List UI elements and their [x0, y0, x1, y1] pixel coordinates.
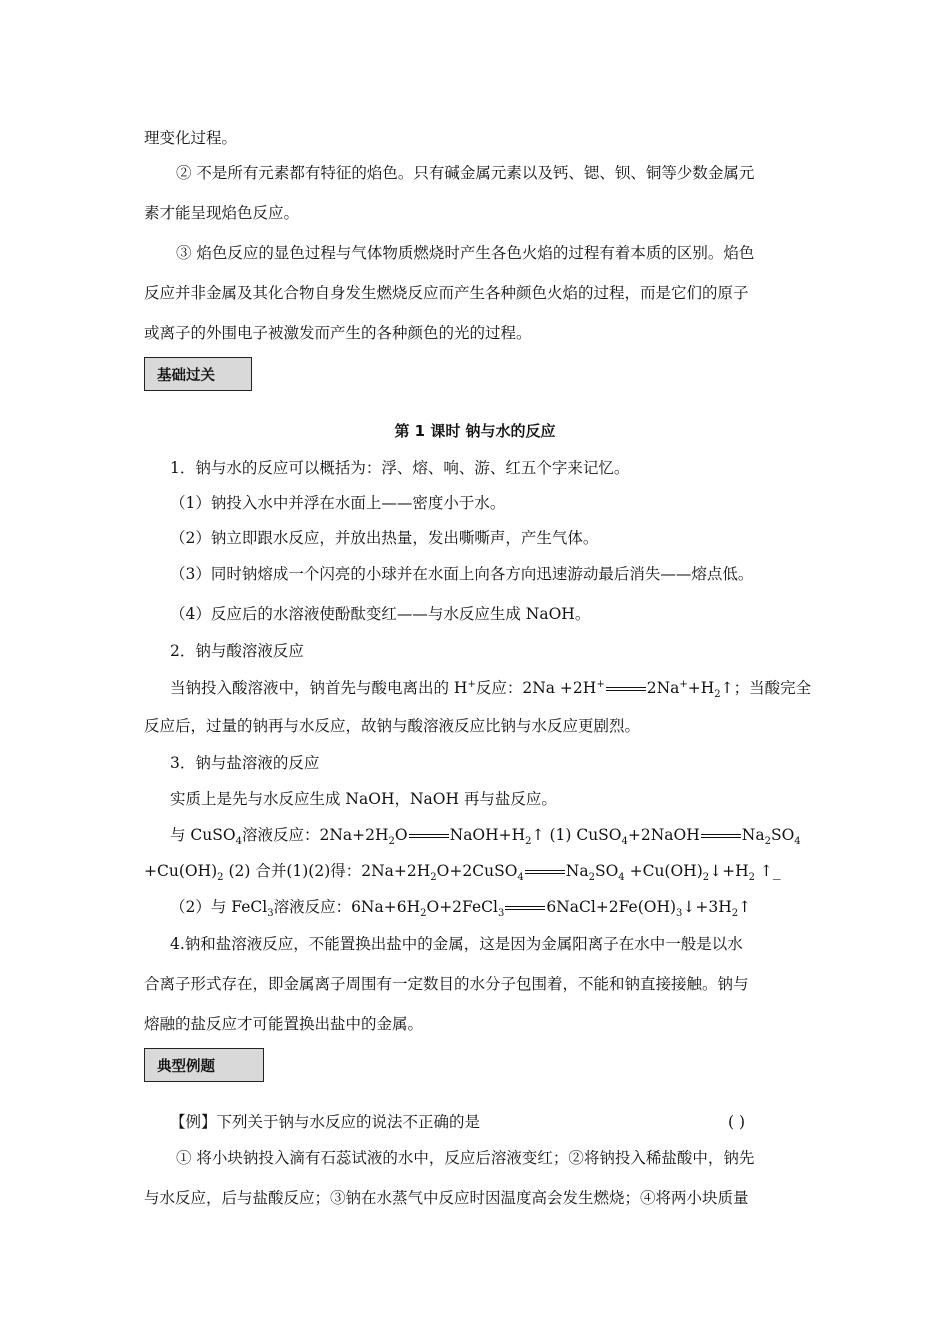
equals-sign: [409, 834, 449, 838]
text-line: 1．钠与水的反应可以概括为：浮、熔、响、游、红五个字来记忆。: [170, 459, 630, 477]
subscript: 4: [618, 872, 625, 884]
text-fragment: 6NaCl+2Fe(OH): [546, 898, 677, 916]
subscript: 2: [588, 872, 595, 884]
subscript: 2: [430, 872, 437, 884]
text-fragment: NaOH+H: [449, 826, 526, 844]
text-fragment: （2）与 FeCl: [170, 898, 268, 916]
equals-sign: [606, 687, 646, 691]
text-fragment: SO: [594, 862, 619, 880]
text-fragment: (2) 合并(1)(2)得：2Na+2H: [223, 862, 431, 880]
text-fragment: 溶液反应：2Na+2H: [241, 826, 389, 844]
text-line: （1）钠投入水中并浮在水面上——密度小于水。: [170, 494, 506, 512]
subscript: 2: [420, 908, 427, 920]
equation-line: [170, 897, 752, 920]
superscript: +: [467, 678, 476, 690]
section-box-basic: [144, 357, 252, 391]
text-line: （2）钠立即跟水反应，并放出热量，发出嘶嘶声，产生气体。: [170, 529, 599, 547]
text-fragment: ↑: [738, 898, 752, 916]
text-line: ② 不是所有元素都有特征的焰色。只有碱金属元素以及钙、锶、钡、铜等少数金属元: [176, 164, 755, 182]
answer-parentheses: ( ): [728, 1113, 746, 1131]
subscript: 3: [497, 908, 505, 920]
subscript: 2: [388, 836, 395, 848]
text-fragment: SO: [770, 826, 795, 844]
text-fragment: ↑_: [755, 862, 781, 880]
example-question: 【例】下列关于钠与水反应的说法不正确的是: [170, 1113, 481, 1131]
subscript: 4: [517, 872, 524, 884]
text-line: 理变化过程。: [144, 129, 238, 147]
text-fragment: +Cu(OH): [624, 862, 703, 880]
equals-sign: [701, 834, 741, 838]
text-line: 与水反应，后与盐酸反应；③钠在水蒸气中反应时因温度高会发生燃烧；④将两小块质量: [144, 1189, 749, 1207]
text-fragment: +H: [687, 679, 715, 697]
text-fragment: O: [394, 826, 408, 844]
text-fragment: 溶液反应：6Na+6H: [273, 898, 421, 916]
text-line: 或离子的外围电子被激发而产生的各种颜色的光的过程。: [144, 324, 532, 342]
subscript: 2: [764, 836, 771, 848]
text-fragment: +2NaOH: [627, 826, 700, 844]
text-fragment: 当钠投入酸溶液中，钠首先与酸电离出的 H: [170, 679, 468, 697]
text-fragment: O+2FeCl: [426, 898, 498, 916]
text-line: （3）同时钠熔成一个闪亮的小球并在水面上向各方向迅速游动最后消失——熔点低。: [170, 565, 754, 583]
text-line: 3．钠与盐溶液的反应: [170, 754, 320, 772]
text-line: ① 将小块钠投入滴有石蕊试液的水中，反应后溶液变红；②将钠投入稀盐酸中，钠先: [176, 1149, 755, 1167]
text-line: 4.钠和盐溶液反应，不能置换出盐中的金属，这是因为金属阳离子在水中一般是以水: [170, 935, 743, 953]
section-box-label: 基础过关: [157, 368, 215, 384]
text-fragment: Na: [741, 826, 765, 844]
subscript: 4: [621, 836, 628, 848]
text-line: 实质上是先与水反应生成 NaOH，NaOH 再与盐反应。: [170, 790, 557, 808]
text-fragment: Na: [565, 862, 589, 880]
text-fragment: O+2CuSO: [436, 862, 518, 880]
text-line: （4）反应后的水溶液使酚酞变红——与水反应生成 NaOH。: [170, 605, 591, 623]
subscript: 4: [235, 836, 242, 848]
subscript: 3: [676, 908, 683, 920]
text-fragment: 反应：2Na +2H: [475, 679, 597, 697]
text-fragment: ↑ (1) CuSO: [531, 826, 622, 844]
equation-line: [170, 678, 812, 701]
equals-sign: [505, 906, 545, 910]
subscript: 4: [794, 836, 801, 848]
text-line: 熔融的盐反应才可能置换出盐中的金属。: [144, 1015, 424, 1033]
text-fragment: ↑；当酸完全: [720, 679, 812, 697]
text-line: 素才能呈现焰色反应。: [144, 204, 300, 222]
superscript: +: [596, 678, 605, 690]
section-box-label: 典型例题: [157, 1059, 215, 1075]
subscript: 2: [714, 689, 721, 701]
text-line: 反应并非金属及其化合物自身发生燃烧反应而产生各种颜色火焰的过程，而是它们的原子: [144, 284, 749, 302]
superscript: +: [679, 678, 688, 690]
text-fragment: ↓+H: [709, 862, 749, 880]
text-fragment: ↓+3H: [682, 898, 732, 916]
text-fragment: +Cu(OH): [144, 862, 218, 880]
section-box-examples: [144, 1048, 264, 1082]
equation-line: [170, 825, 801, 848]
equals-sign: [525, 870, 565, 874]
text-line: 2．钠与酸溶液反应: [170, 642, 304, 660]
text-line: ③ 焰色反应的显色过程与气体物质燃烧时产生各色火焰的过程有着本质的区别。焰色: [176, 244, 755, 262]
subscript: 2: [748, 872, 755, 884]
text-line: 合离子形式存在，即金属离子周围有一定数目的水分子包围着，不能和钠直接接触。钠与: [144, 975, 749, 993]
text-fragment: 与 CuSO: [170, 826, 236, 844]
subscript: 2: [731, 908, 739, 920]
subscript: 2: [525, 836, 532, 848]
subscript: 2: [702, 872, 710, 884]
equation-line: [144, 861, 781, 884]
text-fragment: 2Na: [646, 679, 680, 697]
subscript: 2: [217, 872, 224, 884]
text-line: 反应后，过量的钠再与水反应，故钠与酸溶液反应比钠与水反应更剧烈。: [144, 717, 641, 735]
subscript: 3: [267, 908, 274, 920]
lesson-title: 第 1 课时 钠与水的反应: [394, 422, 556, 440]
